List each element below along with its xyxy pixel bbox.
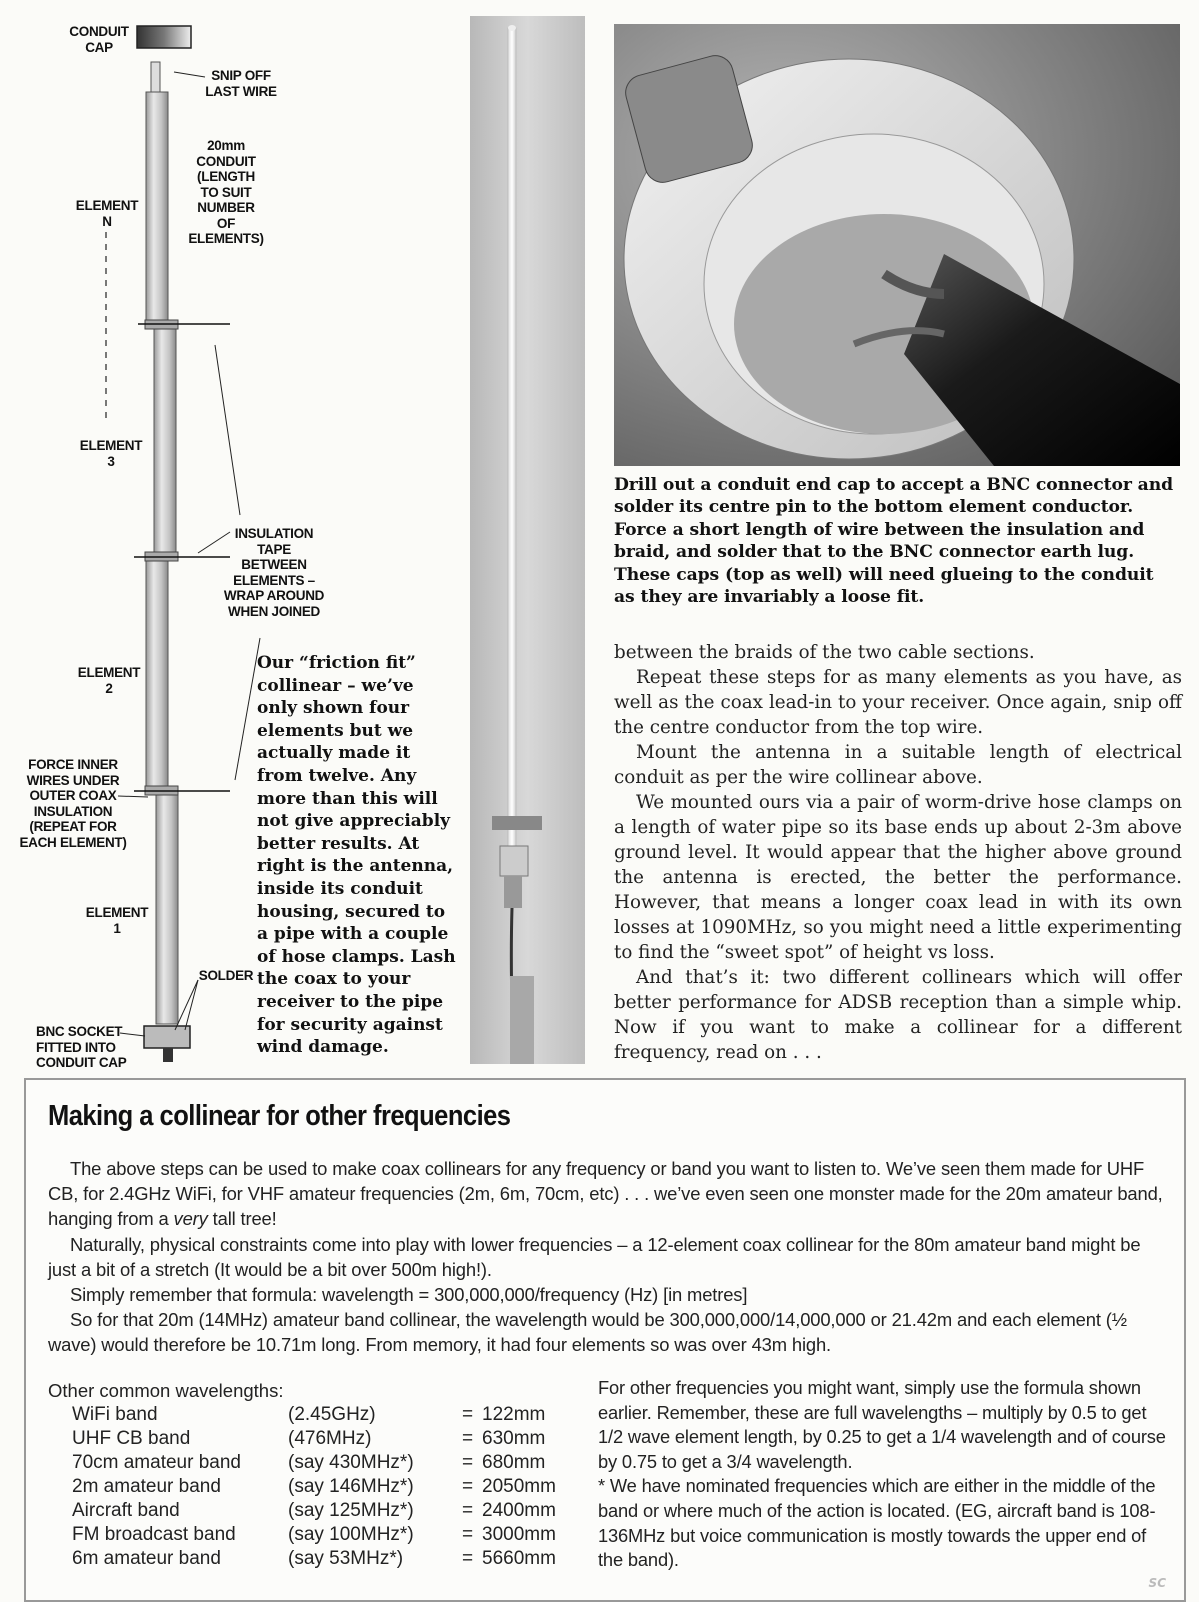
box-title: Making a collinear for other frequencies: [48, 1100, 511, 1132]
band-name: WiFi band: [72, 1404, 158, 1425]
body-paragraph: between the braids of the two cable sections.: [614, 642, 1035, 663]
box-paragraph: So for that 20m (14MHz) amateur band collinear, the wavelength would be 300,000,000/14,000,000 or 21.42m and each element (½ wave) would therefore be 10.71m long. From memory, it had four elements so was over 43m high.: [48, 1309, 1127, 1356]
box-text-emphasis: very: [173, 1208, 208, 1230]
band-wavelength: 2400mm: [482, 1500, 556, 1521]
label-bnc-socket: BNC SOCKET FITTED INTO CONDUIT CAP: [36, 1024, 127, 1070]
bnc-photo-caption: Drill out a conduit end cap to accept a BNC connector and solder its centre pin to the bottom element conductor. Force a short length of wire between the insulation and braid, and solder that to the BNC connector earth lug. These caps (top as well) will need glueing to the conduit as they are invariably a loose fit.: [614, 475, 1174, 608]
label-conduit-cap: CONDUIT CAP: [69, 24, 129, 55]
diagram-caption: Our “friction fit” collinear – we’ve only shown four elements but we actually made it from twelve. Any more than this will not give appreciably better results. At right is the antenna, inside its conduit housing, secured to a pipe with a couple of hose clamps. Lash the coax to your receiver to the pipe for security against wind damage.: [257, 653, 456, 1058]
wavelength-row: [72, 1404, 592, 1428]
band-name: 6m amateur band: [72, 1548, 221, 1569]
box-intro: [48, 1156, 1168, 1358]
wavelength-row: [72, 1476, 592, 1500]
wavelengths-heading: Other common wavelengths:: [48, 1380, 284, 1401]
band-frequency: (2.45GHz): [288, 1404, 376, 1425]
element-3-pipe: [154, 326, 176, 554]
body-paragraph: Mount the antenna in a suitable length of electrical conduit as per the wire collinear above.: [614, 742, 1182, 788]
sc-logo: SC: [1148, 1576, 1166, 1590]
equals-sign: =: [462, 1476, 474, 1497]
note-paragraph: For other frequencies you might want, simply use the formula shown earlier. Remember, these are full wavelengths – multiply by 0.5 to get 1/2 wave element length, by 0.25 to get a 1/4 wavelength and of course by 0.75 to get a 3/4 wavelength.: [598, 1377, 1166, 1472]
body-paragraph: And that’s it: two different collinears which will offer better performance for ADSB reception than a simple whip. Now if you want to make a collinear for a different frequency, read on . . .: [614, 967, 1182, 1063]
label-snip-off: SNIP OFF LAST WIRE: [205, 68, 277, 99]
antenna-photo: [470, 16, 585, 1064]
label-element-2: ELEMENT 2: [77, 665, 141, 696]
band-name: 2m amateur band: [72, 1476, 221, 1497]
element-1-pipe: [156, 794, 178, 1024]
box-text: The above steps can be used to make coax collinears for any frequency or band you want to listen to. We’ve seen them made for UHF CB, for 2.4GHz WiFi, for VHF amateur frequencies (2m, 6m, 70cm, etc) . . . we’ve even seen one monster made for the 20m amateur band, hanging from a: [48, 1158, 1163, 1230]
band-frequency: (say 146MHz*): [288, 1476, 414, 1497]
band-frequency: (say 53MHz*): [288, 1548, 404, 1569]
band-wavelength: 122mm: [482, 1404, 546, 1425]
formula-note: [598, 1376, 1174, 1573]
antenna-photo-drawing: [470, 16, 585, 1064]
band-frequency: (476MHz): [288, 1428, 372, 1449]
label-element-n: ELEMENT N: [75, 198, 139, 229]
box-paragraph: [48, 1156, 1168, 1232]
equals-sign: =: [462, 1548, 474, 1569]
body-paragraph: Repeat these steps for as many elements as you have, as well as the coax lead-in to your receiver. Once again, snip off the centre conductor from the top wire.: [614, 667, 1182, 738]
article-body: [614, 640, 1182, 1065]
equals-sign: =: [462, 1428, 474, 1449]
band-wavelength: 680mm: [482, 1452, 546, 1473]
band-frequency: (say 125MHz*): [288, 1500, 414, 1521]
label-element-1: ELEMENT 1: [85, 905, 149, 936]
wavelength-row: [72, 1500, 592, 1524]
band-name: 70cm amateur band: [72, 1452, 241, 1473]
wavelength-row: [72, 1548, 592, 1572]
label-20mm-conduit: 20mm CONDUIT (LENGTH TO SUIT NUMBER OF ELEMENTS): [188, 138, 264, 246]
box-paragraph: Simply remember that formula: wavelength = 300,000,000/frequency (Hz) [in metres]: [70, 1284, 748, 1306]
band-wavelength: 2050mm: [482, 1476, 556, 1497]
band-frequency: (say 100MHz*): [288, 1524, 414, 1545]
band-wavelength: 3000mm: [482, 1524, 556, 1545]
band-name: UHF CB band: [72, 1428, 191, 1449]
band-name: FM broadcast band: [72, 1524, 236, 1545]
body-paragraph: We mounted ours via a pair of worm-drive hose clamps on a length of water pipe so its base ends up about 2-3m above ground level. It would appear that the higher above ground the antenna is erected, the better the performance. However, that means a longer coax lead in with its own losses at 1090MHz, so you might need a little experimenting to find the “sweet spot” of height vs loss.: [614, 792, 1182, 963]
collinear-diagram: [0, 0, 470, 1070]
wavelength-row: [72, 1428, 592, 1452]
band-name: Aircraft band: [72, 1500, 180, 1521]
bnc-socket-shape: [144, 1026, 190, 1048]
equals-sign: =: [462, 1452, 474, 1473]
equals-sign: =: [462, 1404, 474, 1425]
element-2-pipe: [146, 558, 168, 790]
label-solder: SOLDER: [198, 968, 254, 983]
conduit-cap-shape: [137, 26, 191, 48]
note-paragraph: * We have nominated frequencies which are either in the middle of the band or where much of the action is located. (EG, aircraft band is 108-136MHz but voice communication is mostly towards the upper end of the band).: [598, 1475, 1156, 1571]
label-force-inner-wires: FORCE INNER WIRES UNDER OUTER COAX INSULATION (REPEAT FOR EACH ELEMENT): [19, 757, 127, 850]
band-frequency: (say 430MHz*): [288, 1452, 414, 1473]
wavelength-row: [72, 1452, 592, 1476]
equals-sign: =: [462, 1524, 474, 1545]
wavelength-row: [72, 1524, 592, 1548]
band-wavelength: 5660mm: [482, 1548, 556, 1569]
bnc-connector-photo: [614, 24, 1180, 466]
label-element-3: ELEMENT 3: [79, 438, 143, 469]
bnc-photo-drawing: [614, 24, 1180, 466]
box-text: tall tree!: [207, 1208, 277, 1230]
equals-sign: =: [462, 1500, 474, 1521]
element-n-pipe: [146, 92, 168, 322]
band-wavelength: 630mm: [482, 1428, 546, 1449]
label-insulation-tape: INSULATION TAPE BETWEEN ELEMENTS – WRAP AROUND WHEN JOINED: [223, 526, 325, 619]
box-paragraph: Naturally, physical constraints come into play with lower frequencies – a 12-element coax collinear for the 80m amateur band might be just a bit of a stretch (It would be a bit over 500m high!).: [48, 1233, 1141, 1280]
other-frequencies-box: [24, 1078, 1186, 1602]
